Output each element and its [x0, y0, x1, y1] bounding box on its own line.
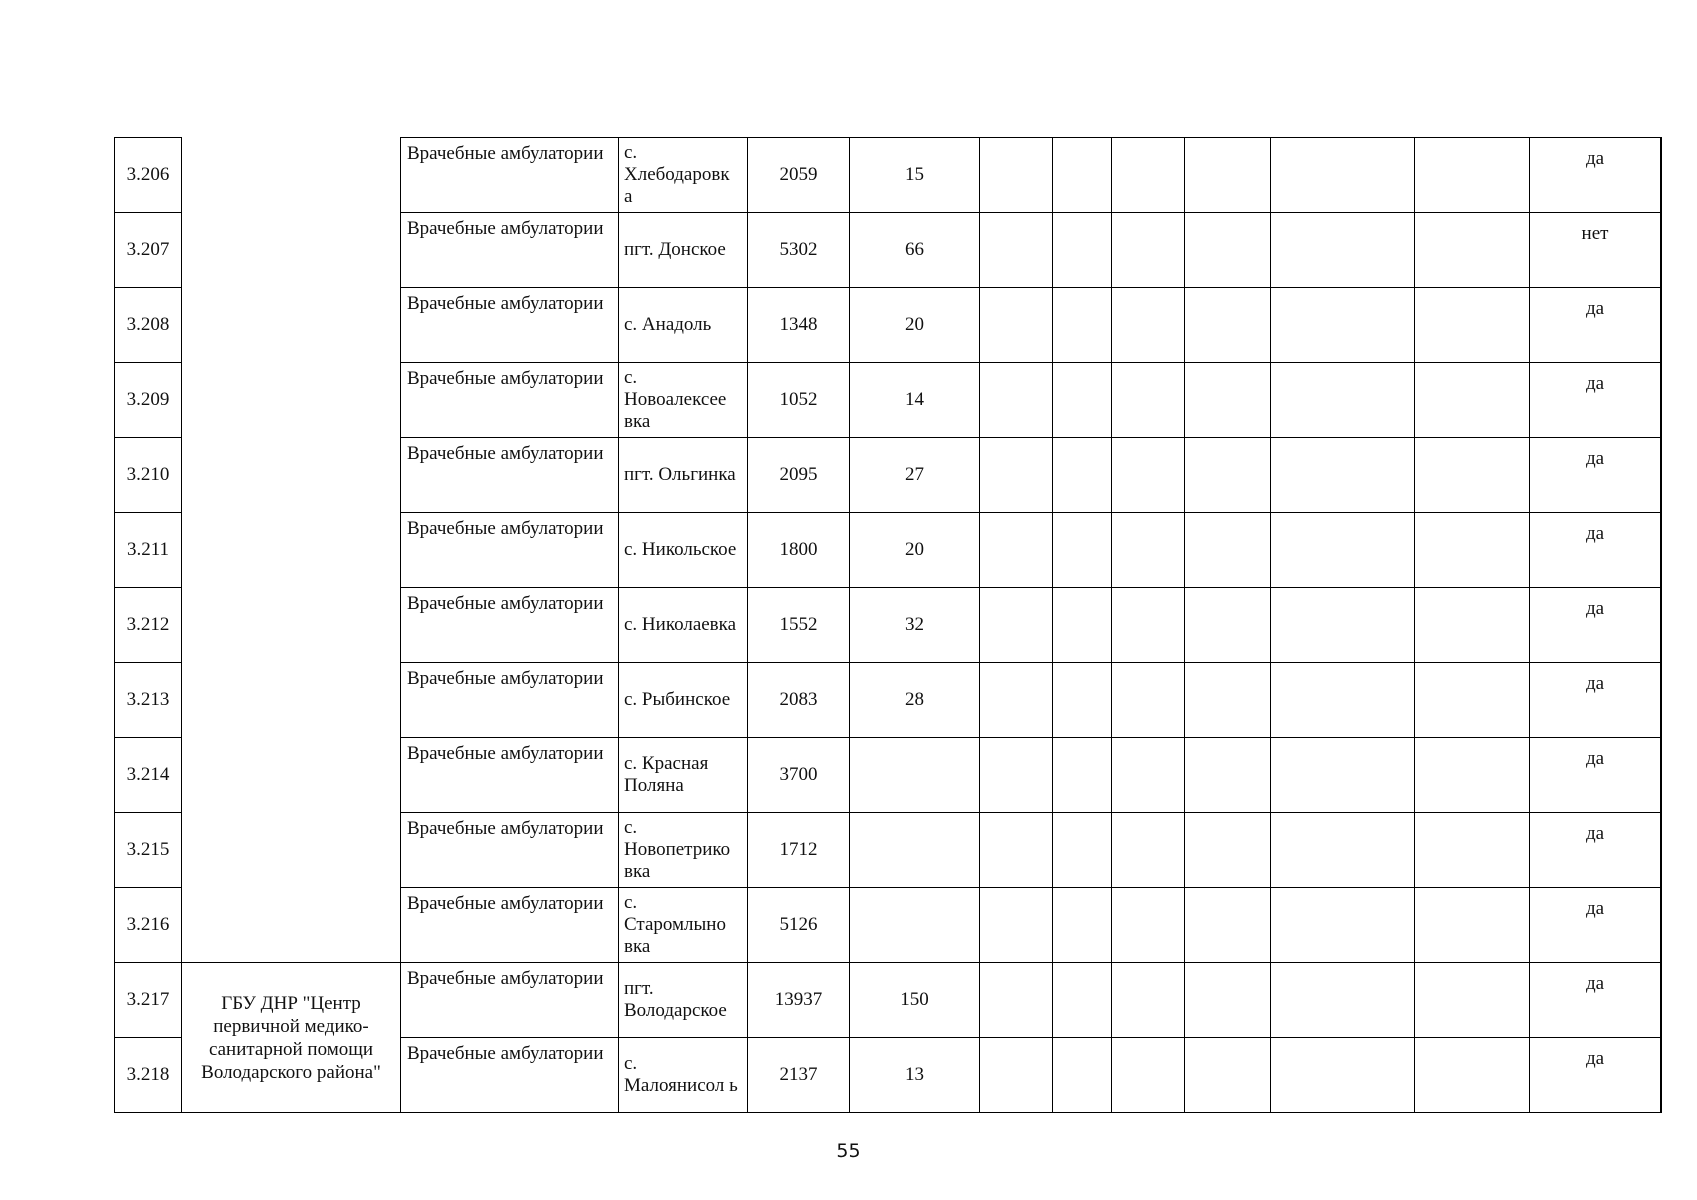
facility-type: Врачебные амбулатории — [401, 663, 619, 738]
empty-cell — [1185, 288, 1271, 363]
empty-cell — [1053, 513, 1112, 588]
empty-cell — [1661, 138, 1662, 213]
empty-cell — [980, 963, 1053, 1038]
empty-cell — [1185, 1038, 1271, 1113]
empty-cell — [1271, 738, 1415, 813]
empty-cell — [1053, 288, 1112, 363]
empty-cell — [1415, 663, 1530, 738]
availability: да — [1530, 438, 1661, 513]
empty-cell — [1415, 138, 1530, 213]
empty-cell — [1112, 888, 1185, 963]
empty-cell — [980, 663, 1053, 738]
population: 1712 — [748, 813, 850, 888]
availability: да — [1530, 513, 1661, 588]
empty-cell — [1271, 588, 1415, 663]
empty-cell — [980, 288, 1053, 363]
empty-cell — [1415, 813, 1530, 888]
availability: да — [1530, 588, 1661, 663]
availability: да — [1530, 888, 1661, 963]
empty-cell — [1271, 813, 1415, 888]
empty-cell — [1053, 963, 1112, 1038]
facility-type: Врачебные амбулатории — [401, 738, 619, 813]
empty-cell — [1053, 588, 1112, 663]
empty-cell — [1185, 213, 1271, 288]
empty-cell — [1271, 138, 1415, 213]
empty-cell — [1112, 663, 1185, 738]
distance: 13 — [850, 1038, 980, 1113]
row-number: 3.218 — [115, 1038, 182, 1113]
empty-cell — [1053, 213, 1112, 288]
empty-cell — [980, 813, 1053, 888]
facility-type: Врачебные амбулатории — [401, 963, 619, 1038]
settlement: с. Никольское — [619, 513, 748, 588]
settlement: пгт. Донское — [619, 213, 748, 288]
empty-cell — [1661, 513, 1662, 588]
empty-cell — [1112, 738, 1185, 813]
availability: да — [1530, 813, 1661, 888]
empty-cell — [1271, 288, 1415, 363]
population: 2059 — [748, 138, 850, 213]
facility-type: Врачебные амбулатории — [401, 363, 619, 438]
organization-name: ГБУ ДНР "Центр первичной медико-санитарной помощи Володарского района" — [182, 963, 401, 1113]
availability: нет — [1530, 213, 1661, 288]
population: 2095 — [748, 438, 850, 513]
empty-cell — [1271, 513, 1415, 588]
population: 1052 — [748, 363, 850, 438]
empty-cell — [1185, 738, 1271, 813]
empty-cell — [1271, 438, 1415, 513]
empty-cell — [1185, 663, 1271, 738]
availability: да — [1530, 363, 1661, 438]
settlement: с. Новопетрико вка — [619, 813, 748, 888]
availability: да — [1530, 288, 1661, 363]
empty-cell — [1185, 588, 1271, 663]
availability: да — [1530, 963, 1661, 1038]
empty-cell — [1271, 888, 1415, 963]
row-number: 3.211 — [115, 513, 182, 588]
facility-type: Врачебные амбулатории — [401, 1038, 619, 1113]
empty-cell — [1661, 1038, 1662, 1113]
empty-cell — [1112, 363, 1185, 438]
empty-cell — [1053, 363, 1112, 438]
population: 1552 — [748, 588, 850, 663]
row-number: 3.213 — [115, 663, 182, 738]
distance: 150 — [850, 963, 980, 1038]
row-number: 3.214 — [115, 738, 182, 813]
empty-cell — [980, 438, 1053, 513]
population: 5126 — [748, 888, 850, 963]
facility-type: Врачебные амбулатории — [401, 138, 619, 213]
empty-cell — [1661, 213, 1662, 288]
population: 5302 — [748, 213, 850, 288]
empty-cell — [1053, 438, 1112, 513]
empty-cell — [1053, 888, 1112, 963]
distance: 32 — [850, 588, 980, 663]
empty-cell — [1415, 888, 1530, 963]
distance — [850, 813, 980, 888]
empty-cell — [1661, 588, 1662, 663]
empty-cell — [980, 213, 1053, 288]
settlement: с. Старомлыно вка — [619, 888, 748, 963]
empty-cell — [1053, 138, 1112, 213]
row-number: 3.207 — [115, 213, 182, 288]
empty-cell — [1661, 663, 1662, 738]
distance: 27 — [850, 438, 980, 513]
availability: да — [1530, 1038, 1661, 1113]
population: 2137 — [748, 1038, 850, 1113]
empty-cell — [1271, 363, 1415, 438]
empty-cell — [1185, 363, 1271, 438]
facility-type: Врачебные амбулатории — [401, 588, 619, 663]
row-number: 3.208 — [115, 288, 182, 363]
empty-cell — [1415, 513, 1530, 588]
empty-cell — [980, 513, 1053, 588]
empty-cell — [1112, 513, 1185, 588]
settlement: с. Николаевка — [619, 588, 748, 663]
empty-cell — [1661, 363, 1662, 438]
empty-cell — [980, 363, 1053, 438]
empty-cell — [1271, 1038, 1415, 1113]
row-number: 3.210 — [115, 438, 182, 513]
empty-cell — [1112, 1038, 1185, 1113]
empty-cell — [1053, 738, 1112, 813]
empty-cell — [1112, 138, 1185, 213]
organization-cell — [182, 138, 401, 963]
empty-cell — [1415, 1038, 1530, 1113]
distance: 20 — [850, 288, 980, 363]
settlement: с. Хлебодаровк а — [619, 138, 748, 213]
empty-cell — [1112, 588, 1185, 663]
empty-cell — [980, 1038, 1053, 1113]
empty-cell — [1415, 363, 1530, 438]
row-number: 3.206 — [115, 138, 182, 213]
row-number: 3.209 — [115, 363, 182, 438]
empty-cell — [1185, 138, 1271, 213]
population: 1800 — [748, 513, 850, 588]
empty-cell — [1112, 813, 1185, 888]
settlement: пгт. Ольгинка — [619, 438, 748, 513]
facility-type: Врачебные амбулатории — [401, 513, 619, 588]
population: 1348 — [748, 288, 850, 363]
facility-type: Врачебные амбулатории — [401, 288, 619, 363]
ambulatory-table — [114, 137, 1662, 1113]
population: 2083 — [748, 663, 850, 738]
distance: 66 — [850, 213, 980, 288]
empty-cell — [1185, 888, 1271, 963]
distance: 14 — [850, 363, 980, 438]
availability: да — [1530, 738, 1661, 813]
table-row — [115, 963, 1662, 1038]
settlement: с. Анадоль — [619, 288, 748, 363]
distance: 28 — [850, 663, 980, 738]
settlement: с. Малоянисол ь — [619, 1038, 748, 1113]
empty-cell — [1415, 213, 1530, 288]
empty-cell — [1112, 288, 1185, 363]
empty-cell — [1185, 513, 1271, 588]
empty-cell — [1415, 738, 1530, 813]
availability: да — [1530, 138, 1661, 213]
empty-cell — [1112, 213, 1185, 288]
empty-cell — [1185, 438, 1271, 513]
empty-cell — [1415, 588, 1530, 663]
empty-cell — [1185, 813, 1271, 888]
facility-type: Врачебные амбулатории — [401, 213, 619, 288]
empty-cell — [980, 738, 1053, 813]
empty-cell — [1661, 438, 1662, 513]
facility-type: Врачебные амбулатории — [401, 438, 619, 513]
facility-type: Врачебные амбулатории — [401, 888, 619, 963]
empty-cell — [1661, 963, 1662, 1038]
empty-cell — [1661, 888, 1662, 963]
population: 3700 — [748, 738, 850, 813]
empty-cell — [980, 888, 1053, 963]
distance — [850, 738, 980, 813]
settlement: с. Красная Поляна — [619, 738, 748, 813]
empty-cell — [980, 138, 1053, 213]
availability: да — [1530, 663, 1661, 738]
empty-cell — [980, 588, 1053, 663]
row-number: 3.215 — [115, 813, 182, 888]
row-number: 3.216 — [115, 888, 182, 963]
empty-cell — [1053, 1038, 1112, 1113]
empty-cell — [1112, 438, 1185, 513]
settlement: с. Новоалексее вка — [619, 363, 748, 438]
empty-cell — [1661, 288, 1662, 363]
empty-cell — [1271, 963, 1415, 1038]
settlement: пгт. Володарское — [619, 963, 748, 1038]
row-number: 3.217 — [115, 963, 182, 1038]
empty-cell — [1415, 288, 1530, 363]
distance: 20 — [850, 513, 980, 588]
empty-cell — [1415, 963, 1530, 1038]
empty-cell — [1661, 738, 1662, 813]
empty-cell — [1185, 963, 1271, 1038]
population: 13937 — [748, 963, 850, 1038]
empty-cell — [1415, 438, 1530, 513]
page-number: 55 — [836, 1140, 861, 1162]
distance — [850, 888, 980, 963]
settlement: с. Рыбинское — [619, 663, 748, 738]
empty-cell — [1053, 813, 1112, 888]
facility-type: Врачебные амбулатории — [401, 813, 619, 888]
empty-cell — [1112, 963, 1185, 1038]
empty-cell — [1661, 813, 1662, 888]
empty-cell — [1271, 213, 1415, 288]
row-number: 3.212 — [115, 588, 182, 663]
distance: 15 — [850, 138, 980, 213]
table-body — [115, 138, 1662, 1113]
empty-cell — [1053, 663, 1112, 738]
table-row — [115, 138, 1662, 213]
empty-cell — [1271, 663, 1415, 738]
